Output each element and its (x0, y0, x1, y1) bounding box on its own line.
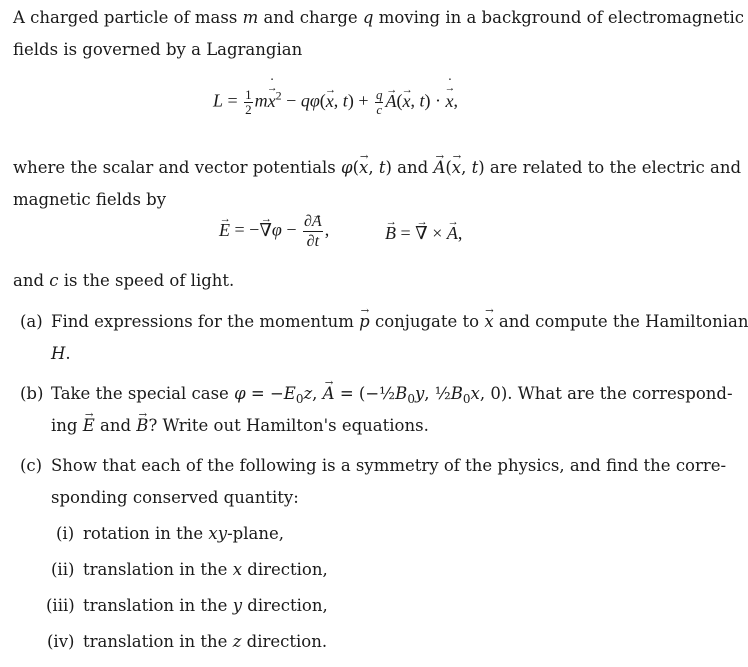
velocity-symbol: → x ˙ (268, 91, 276, 112)
curl-nabla-symbol: → ∇ (415, 223, 428, 244)
subitem-iv-label: (iv) (47, 632, 75, 651)
q-over-c-fraction: $\frac{q}{c}$ (375, 87, 383, 117)
subitem-iii-label: (iii) (46, 596, 75, 615)
item-c-label: (c) (20, 456, 43, 475)
item-b-line-1: Take the special case $\varphi = -E_0z$, → $A = (-\frac{1}{2}B_0y$, $\frac{1}{2}B_0x$, 0). What are the correspond- (51, 384, 733, 406)
magnetic-field-symbol: → B (385, 223, 396, 244)
lagrangian-symbol: L (213, 90, 224, 111)
subitem-i-label: (i) (56, 524, 75, 543)
partial-derivative-fraction: $\frac{\partial\to A}{\partial t}$ (303, 212, 323, 251)
vector-potential: → A (385, 91, 396, 112)
subitem-i-text: rotation in the xy-plane, (83, 524, 284, 543)
where-line-1: where the scalar and vector potentials φ(→ x, t) and → A(→ x, t) are related to the electric and (13, 158, 741, 177)
mass-symbol: m (254, 90, 268, 111)
subitem-ii-label: (ii) (51, 560, 75, 579)
speed-of-light-line: and c is the speed of light. (13, 271, 235, 290)
charge-symbol: q (300, 90, 310, 111)
item-a-line-2: H. (51, 344, 71, 363)
electric-field-equation: → E = −→ ∇φ − $\frac{\partial\to A}{\partial t}$ , (219, 212, 329, 251)
item-b-line-2: ing → E and → B? Write out Hamilton's equations. (51, 416, 429, 435)
square-exponent: 2 (275, 88, 282, 103)
intro-line-1: A charged particle of mass m and charge q moving in a background of electromagnetic (13, 8, 745, 27)
intro-line-2: fields is governed by a Lagrangian (13, 40, 303, 59)
magnetic-field-equation: → B = → ∇ × → A, (385, 223, 462, 244)
subitem-ii-text: translation in the x direction, (83, 560, 328, 579)
item-a-line-1: Find expressions for the momentum → p conjugate to → x and compute the Hamiltonian (51, 312, 748, 331)
item-a-label: (a) (20, 312, 43, 331)
item-c-line-1: Show that each of the following is a symmetry of the physics, and find the corre- (51, 456, 727, 475)
electric-field-symbol: → E (219, 220, 230, 241)
item-c-line-2: sponding conserved quantity: (51, 488, 299, 507)
scalar-potential: φ (309, 90, 320, 111)
lagrangian-equation: L = $\frac{1}{2}$ m→ x ˙$^2$ − qφ(→ x, t) + $\frac{q}{c}$ → A(→ x, t) · → x ˙, (213, 88, 458, 117)
where-line-2: magnetic fields by (13, 190, 167, 209)
half-fraction: $\frac{1}{2}$ (245, 87, 252, 117)
subitem-iv-text: translation in the z direction. (83, 632, 328, 651)
subitem-iii-text: translation in the y direction, (83, 596, 328, 615)
nabla-symbol: → ∇ (259, 220, 272, 241)
item-b-label: (b) (20, 384, 44, 403)
